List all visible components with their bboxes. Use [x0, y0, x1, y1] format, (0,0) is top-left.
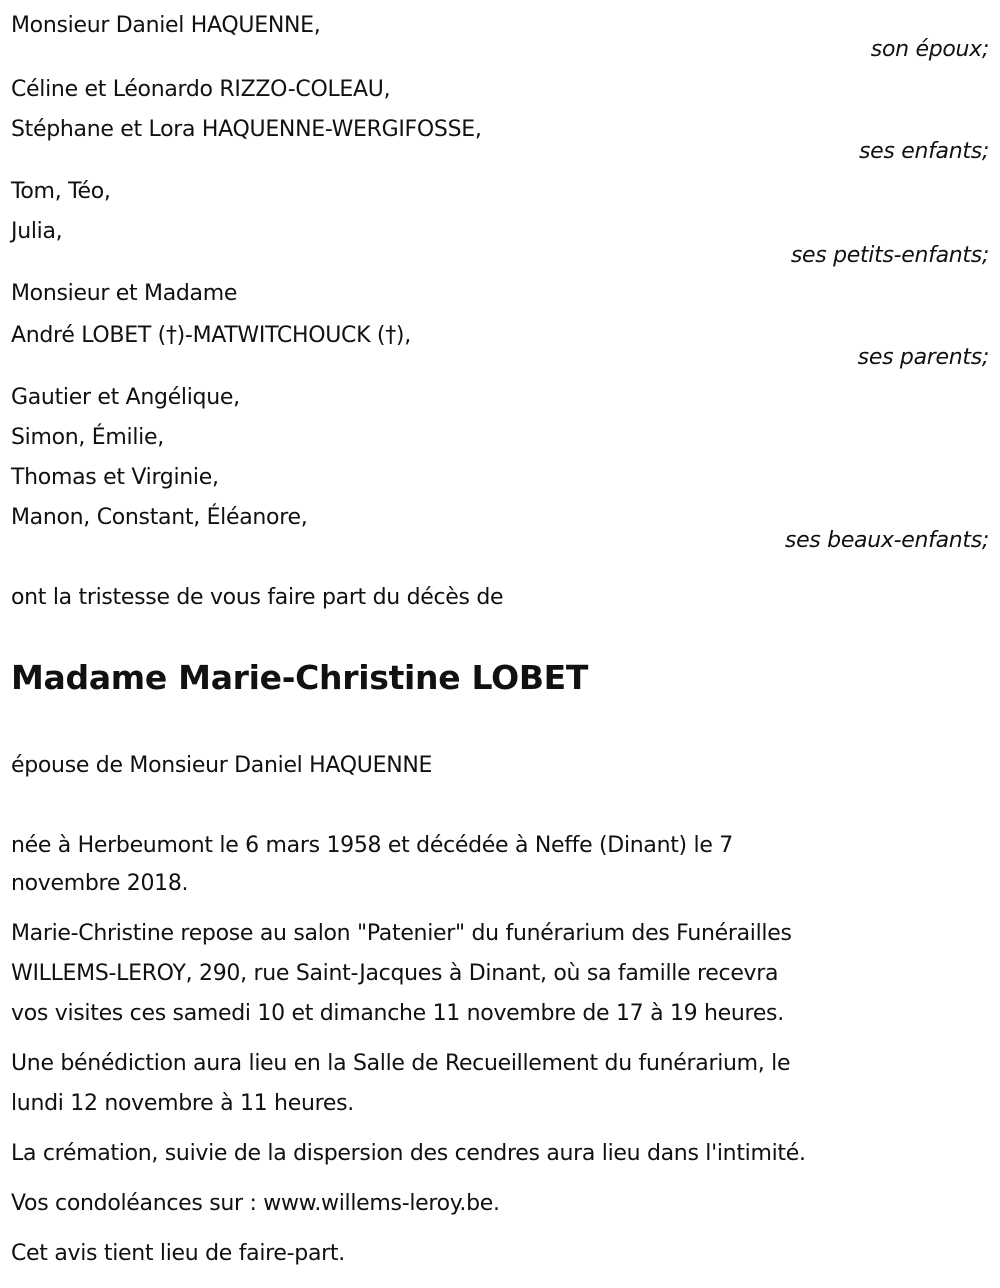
visitation-text: WILLEMS-LEROY, 290, rue Saint-Jacques à Dinant, où sa famille recevra	[11, 961, 779, 986]
spouse-line: épouse de Monsieur Daniel HAQUENNE	[11, 753, 433, 778]
visitation-text: Marie-Christine repose au salon "Patenier" du funérarium des Funérailles	[11, 921, 792, 946]
relation-label: ses petits-enfants;	[790, 243, 989, 268]
family-name-line: Monsieur Daniel HAQUENNE,	[11, 13, 321, 38]
relation-label: ses enfants;	[858, 139, 989, 164]
visitation-text: vos visites ces samedi 10 et dimanche 11 novembre de 17 à 19 heures.	[11, 1001, 784, 1026]
family-name-line: Tom, Téo,	[11, 179, 111, 204]
birth-death-text: née à Herbeumont le 6 mars 1958 et décédée à Neffe (Dinant) le 7	[11, 833, 733, 858]
birth-death-text: novembre 2018.	[11, 871, 189, 896]
family-name-line: Julia,	[11, 219, 63, 244]
family-name-line: Thomas et Virginie,	[11, 465, 219, 490]
closing-text: Cet avis tient lieu de faire-part.	[11, 1241, 345, 1266]
blessing-text: Une bénédiction aura lieu en la Salle de Recueillement du funérarium, le	[11, 1051, 791, 1076]
blessing-text: lundi 12 novembre à 11 heures.	[11, 1091, 354, 1116]
family-name-line: Simon, Émilie,	[11, 425, 164, 450]
intro-text: ont la tristesse de vous faire part du décès de	[11, 585, 504, 610]
family-name-line: Céline et Léonardo RIZZO-COLEAU,	[11, 77, 391, 102]
family-name-line: André LOBET (†)-MATWITCHOUCK (†),	[11, 323, 411, 348]
relation-label: ses beaux-enfants;	[784, 528, 989, 553]
family-name-line: Manon, Constant, Éléanore,	[11, 505, 308, 530]
family-name-line: Stéphane et Lora HAQUENNE-WERGIFOSSE,	[11, 117, 482, 142]
relation-label: ses parents;	[857, 345, 989, 370]
cremation-text: La crémation, suivie de la dispersion des cendres aura lieu dans l'intimité.	[11, 1141, 806, 1166]
family-name-line: Gautier et Angélique,	[11, 385, 240, 410]
relation-label: son époux;	[870, 37, 989, 62]
family-name-line: Monsieur et Madame	[11, 281, 238, 306]
deceased-name: Madame Marie-Christine LOBET	[11, 658, 589, 697]
condolences-text: Vos condoléances sur : www.willems-leroy.be.	[11, 1191, 500, 1216]
